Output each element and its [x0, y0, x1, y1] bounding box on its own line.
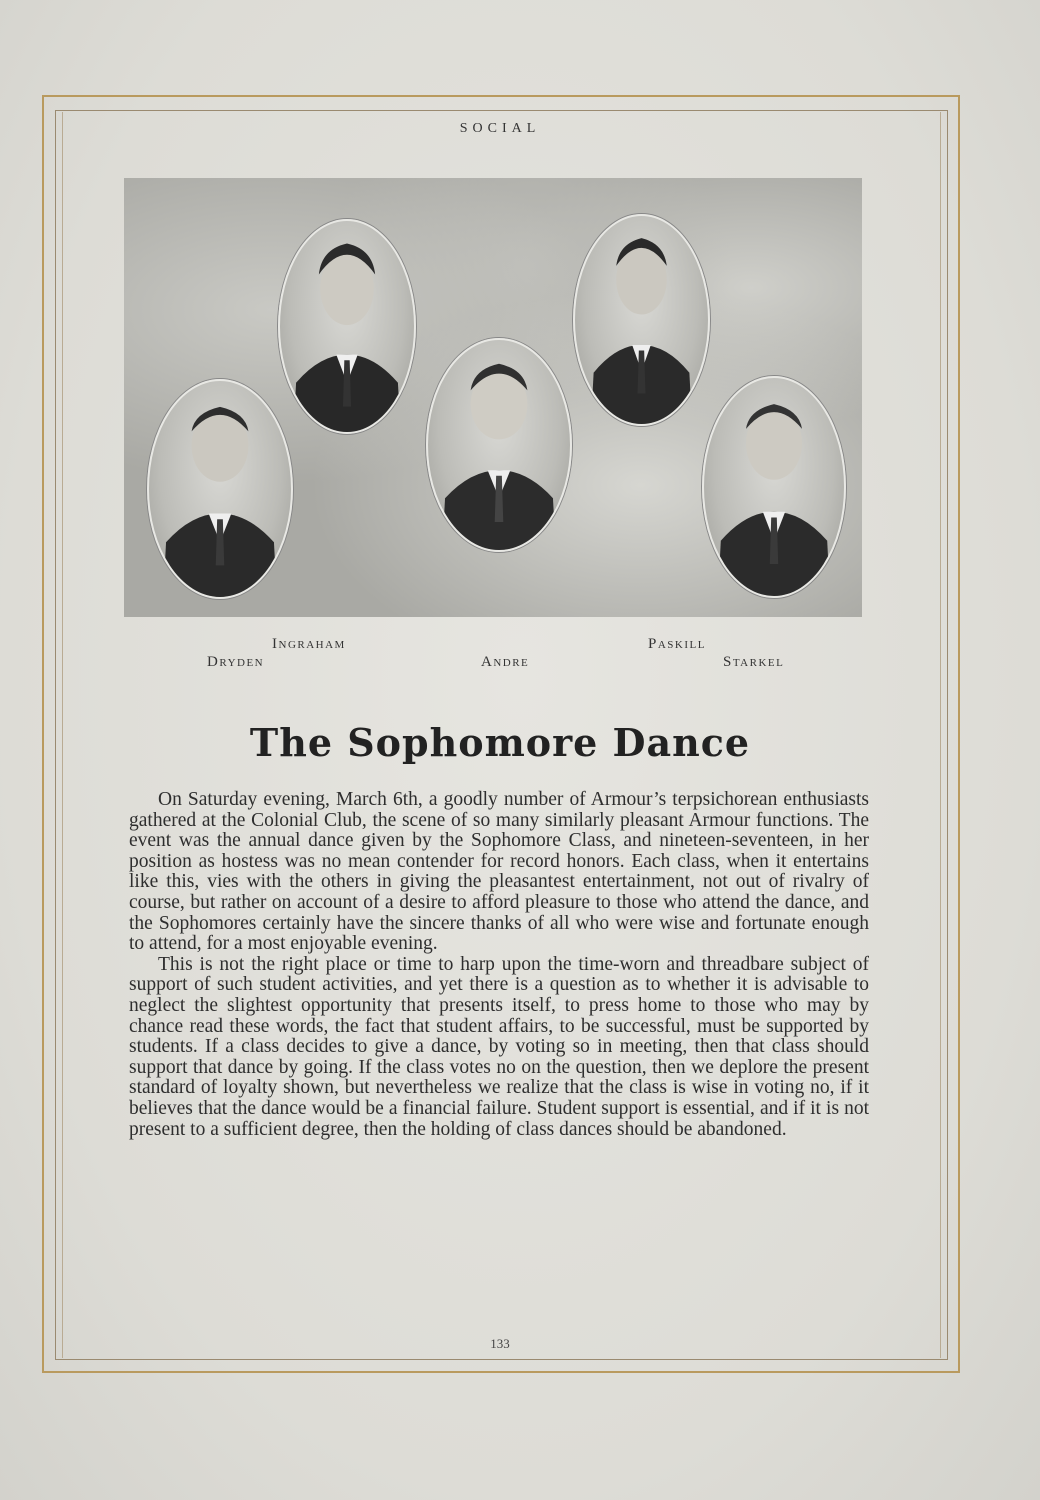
- page-number: 133: [490, 1336, 510, 1351]
- caption-paskill: Paskill: [648, 636, 706, 652]
- article-paragraph: This is not the right place or time to harp upon the time-worn and threadbare subject of support of such student activities, and yet there is a question as to whether it is advisable to neglect the slightest opportunity that presents itself, to press home to those who may by chance read these words, the fact that student affairs, to be successful, must be supported by students. If a class decides to give a dance, by voting so in meeting, then that class should support that dance by going. If the class votes no on the question, then we deplore the present standard of loyalty shown, but nevertheless we realize that the class is wise in voting no, if it believes that the dance would be a financial failure. Student support is essential, and if it is not present to a sufficient degree, then the holding of class dances should be abandoned.: [129, 953, 869, 1140]
- portrait-figure-icon: [428, 340, 570, 550]
- portrait-dryden: [147, 379, 293, 599]
- running-head: SOCIAL: [459, 121, 541, 136]
- caption-dryden: Dryden: [207, 654, 265, 670]
- portrait-paskill: [573, 214, 710, 426]
- caption-starkel: Starkel: [723, 654, 785, 670]
- article-title: The Sophomore Dance: [249, 720, 751, 765]
- portrait-figure-icon: [575, 216, 708, 424]
- portrait-figure-icon: [149, 381, 291, 597]
- portrait-starkel: [702, 376, 846, 598]
- caption-andre: Andre: [481, 654, 530, 670]
- portrait-figure-icon: [280, 221, 414, 432]
- portrait-panel: [124, 178, 862, 617]
- caption-ingraham: Ingraham: [272, 636, 346, 652]
- article-paragraph: On Saturday evening, March 6th, a goodly number of Armour’s terpsichorean enthusiasts gathered at the Colonial Club, the scene of so many similarly pleasant Armour functions. The event was the annual dance given by the Sophomore Class, and nineteen-seventeen, in her position as hostess was no mean contender for record honors. Each class, when it entertains like this, vies with the others in giving the pleasantest entertainment, not out of rivalry of course, but rather on account of a desire to afford pleasure to those who attend the dance, and the Sophomores certainly have the sincere thanks of all who were wise and fortunate enough to attend, for a most enjoyable evening.: [129, 789, 869, 955]
- portrait-andre: [426, 338, 572, 552]
- portrait-ingraham: [278, 219, 416, 434]
- article-body: [129, 790, 869, 1140]
- portrait-figure-icon: [704, 378, 844, 596]
